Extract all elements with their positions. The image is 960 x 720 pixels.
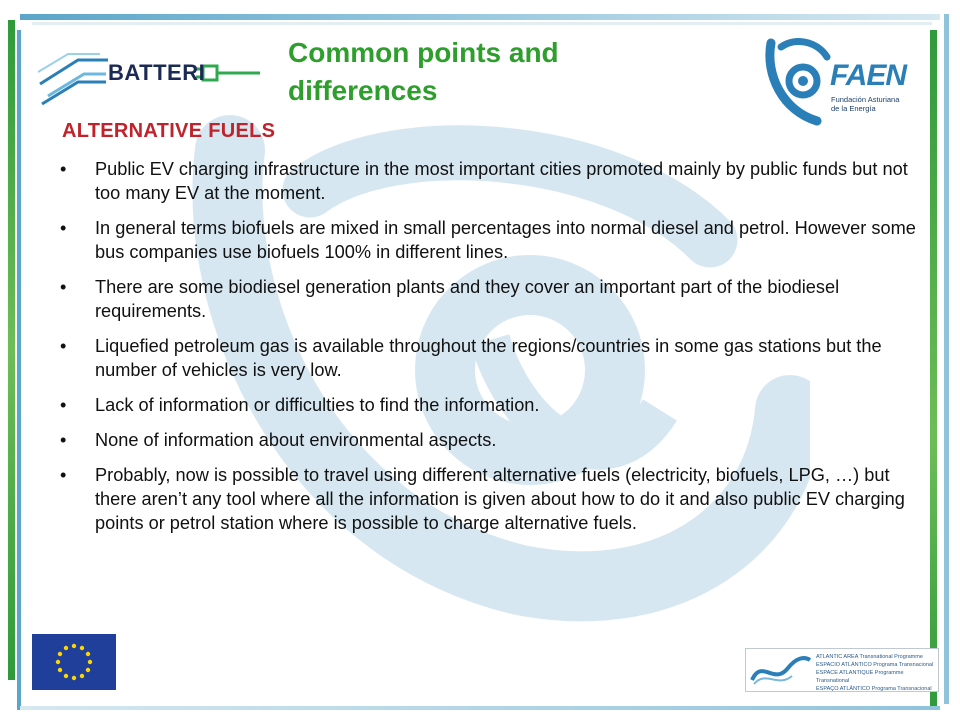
atlantic-area-line: ATLANTIC AREA Transnational Programme <box>816 654 923 660</box>
atlantic-area-line: ESPAÇO ATLÂNTICO Programa Transnacional <box>816 686 932 692</box>
atlantic-area-line: ESPACE ATLANTIQUE Programme Transnational <box>816 670 904 684</box>
list-item <box>60 428 920 452</box>
bullet-icon: • <box>60 465 67 485</box>
eu-flag-logo <box>32 634 116 690</box>
faen-logo-text: FAEN <box>830 59 907 92</box>
bullet-icon: • <box>60 430 67 450</box>
faen-logo <box>765 35 935 130</box>
list-item <box>60 216 920 264</box>
slide-title: Common points and differences <box>288 37 559 106</box>
list-item <box>60 157 920 205</box>
bullet-list <box>60 157 920 546</box>
bullet-text: Liquefied petroleum gas is available throughout the regions/countries in some gas stations but the number of vehicles is very low. <box>95 336 882 380</box>
bullet-text: None of information about environmental aspects. <box>95 430 497 450</box>
list-item <box>60 334 920 382</box>
frame-bottom-bar <box>20 706 940 710</box>
list-item <box>60 275 920 323</box>
bullet-icon: • <box>60 336 67 356</box>
eu-stars-icon <box>32 634 116 690</box>
atlantic-area-text <box>816 653 938 693</box>
batteri-logo <box>38 46 263 110</box>
section-heading: ALTERNATIVE FUELS <box>62 120 276 142</box>
faen-logo-subtitle <box>831 95 921 113</box>
batteri-logo-text: BATTERI <box>108 60 206 85</box>
list-item <box>60 393 920 417</box>
bullet-text: In general terms biofuels are mixed in small percentages into normal diesel and petrol. However some bus companies use biofuels 100% in different lines. <box>95 218 916 262</box>
faen-subtitle-line: de la Energía <box>831 104 876 113</box>
frame-left-bar <box>8 20 15 680</box>
atlantic-area-logo <box>745 648 939 692</box>
bullet-text: Probably, now is possible to travel using different alternative fuels (electricity, biofuels, LPG, …) but there aren’t any tool where all the information is given about how to do it and also public EV charging points or petrol station where is possible to charge alternative fuels. <box>95 465 905 533</box>
frame-top-bar <box>20 14 940 20</box>
frame-right-thin-bar <box>944 14 949 704</box>
frame-top-thin-bar <box>32 22 932 25</box>
bullet-text: There are some biodiesel generation plants and they cover an important part of the biodiesel requirements. <box>95 277 840 321</box>
bullet-icon: • <box>60 218 67 238</box>
faen-eye-icon <box>765 35 835 130</box>
bullet-icon: • <box>60 277 67 297</box>
atlantic-area-line: ESPACIO ATLÁNTICO Programa Transnacional <box>816 662 934 668</box>
bullet-text: Lack of information or difficulties to find the information. <box>95 395 540 415</box>
bullet-text: Public EV charging infrastructure in the most important cities promoted mainly by public funds but not too many EV at the moment. <box>95 159 908 203</box>
bullet-icon: • <box>60 159 67 179</box>
faen-subtitle-line: Fundación Asturiana <box>831 95 900 104</box>
bullet-icon: • <box>60 395 67 415</box>
frame-left-thin-bar <box>17 30 21 710</box>
frame-right-bar <box>930 30 937 710</box>
list-item <box>60 463 920 535</box>
atlantic-wave-icon <box>748 650 814 690</box>
